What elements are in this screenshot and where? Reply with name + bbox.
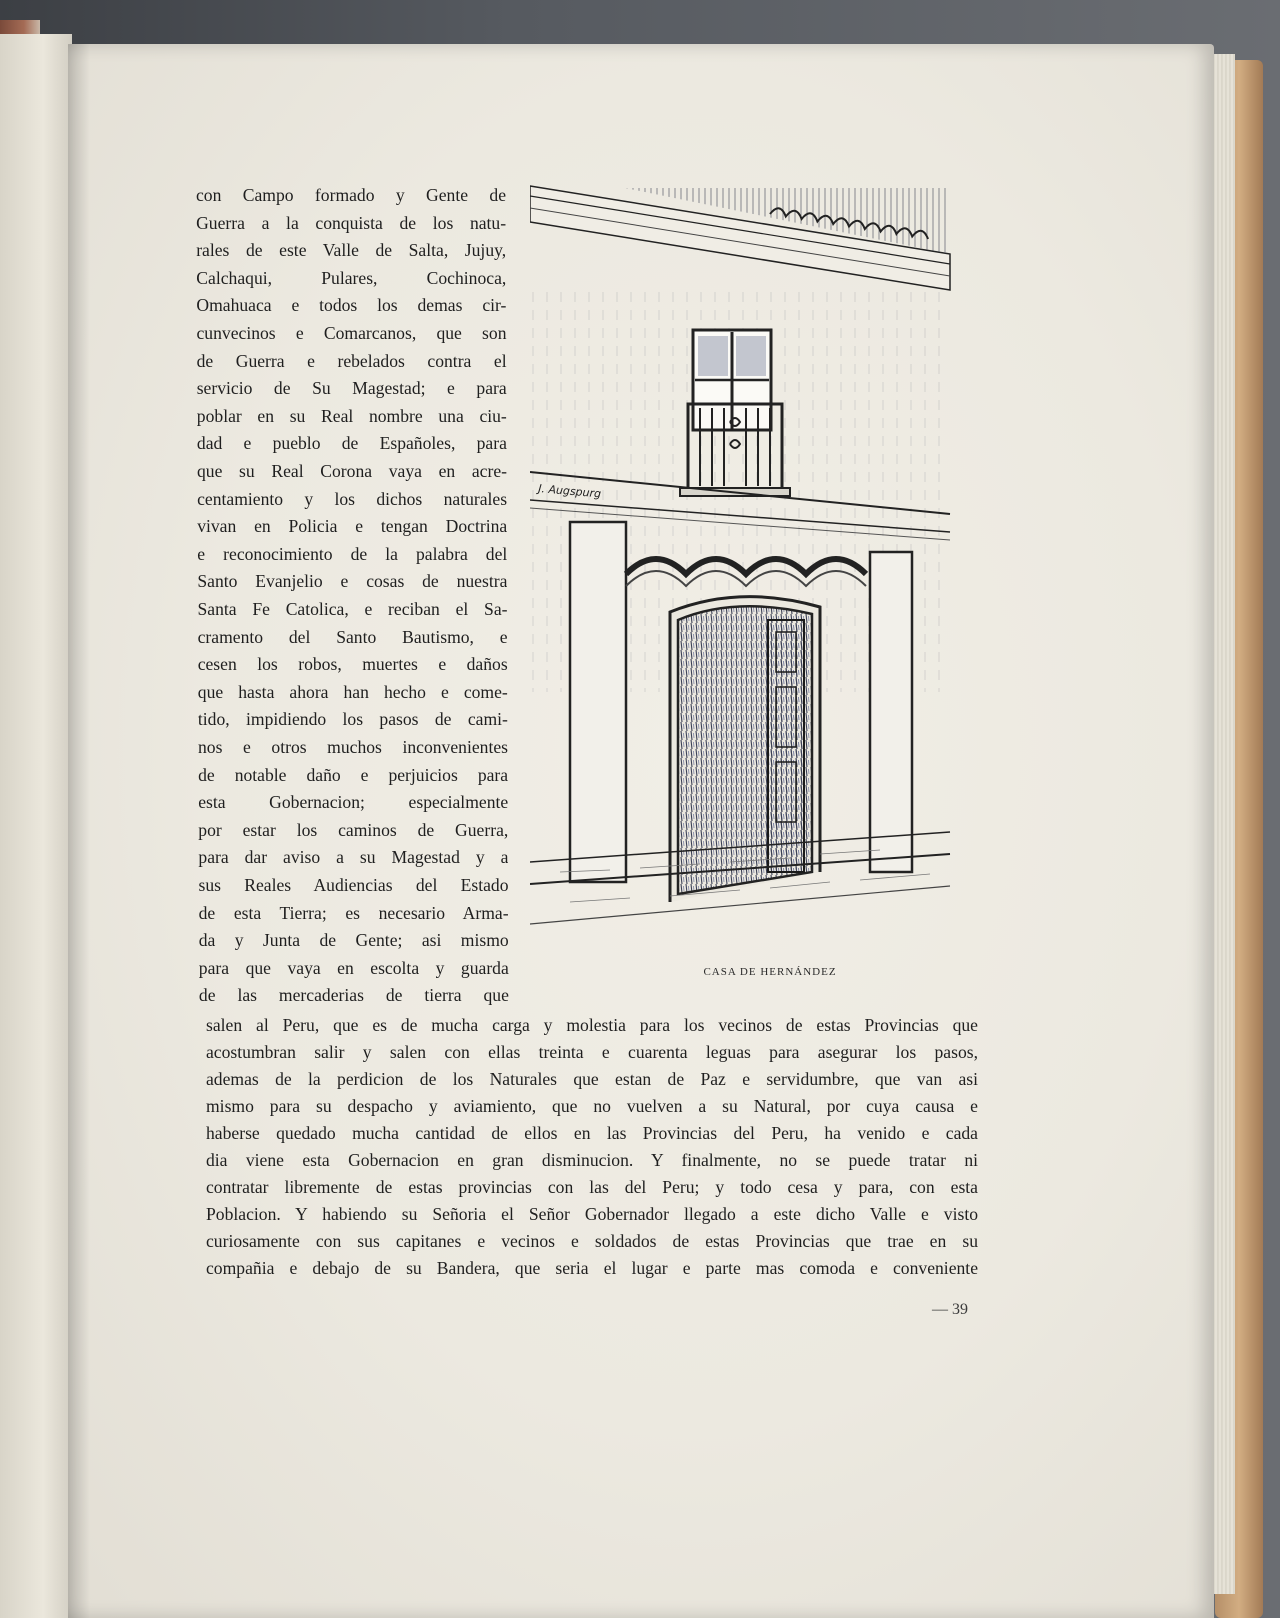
column-text-line: rales de este Valle de Salta, Jujuy, — [196, 240, 507, 261]
column-text-line: Calchaqui, Pulares, Cochinoca, — [196, 267, 507, 288]
full-width-text-line: contratar libremente de estas provincias con las del Peru; y todo cesa y para, con esta — [206, 1177, 978, 1197]
column-text-line: Santa Fe Catolica, e reciban el Sa- — [197, 599, 508, 619]
full-width-text-line: ademas de la perdicion de los Naturales que estan de Paz e servidumbre, que van asi — [206, 1069, 978, 1089]
column-text-line: que su Real Corona vaya en acre- — [197, 461, 507, 481]
full-width-text-line: mismo para su despacho y aviamiento, que no vuelven a su Natural, por cuya causa e — [206, 1096, 978, 1116]
column-text-line: vivan en Policia e tengan Doctrina — [197, 516, 508, 537]
page-number: — 39 — [932, 1301, 968, 1318]
column-text-line: de las mercaderias de tierra que — [198, 985, 509, 1006]
column-text-line: para dar aviso a su Magestad y a — [198, 847, 509, 868]
column-text-line: para que vaya en escolta y guarda — [198, 957, 509, 978]
column-text-line: nos e otros muchos inconvenientes — [198, 737, 508, 757]
column-text-line: esta Gobernacion; especialmente — [198, 792, 509, 813]
house-illustration — [530, 182, 980, 950]
illustration-caption: CASA DE HERNÁNDEZ — [703, 966, 837, 978]
column-text-line: de notable daño e perjuicios para — [198, 764, 509, 785]
full-width-text-line: Poblacion. Y habiendo su Señoria el Señor Gobernador llegado a este dicho Valle e visto — [206, 1204, 978, 1224]
column-text-line: e reconocimiento de la palabra del — [197, 543, 508, 564]
column-text-line: poblar en su Real nombre una ciu- — [196, 405, 507, 426]
column-text-line: por estar los caminos de Guerra, — [198, 819, 509, 840]
page-gutter-shadow — [68, 44, 90, 1618]
column-text-line: que hasta ahora han hecho e come- — [197, 681, 508, 702]
column-text-line: Omahuaca e todos los demas cir- — [196, 295, 507, 316]
left-page-edge — [0, 34, 72, 1618]
column-text-line: Santo Evanjelio e cosas de nuestra — [197, 571, 508, 592]
column-text-line: cunvecinos e Comarcanos, que son — [196, 323, 507, 343]
column-text-line: Guerra a la conquista de los natu- — [196, 212, 507, 233]
column-text-line: de Guerra e rebelados contra el — [196, 350, 507, 371]
illustration-signature: J. Augspurg — [537, 482, 602, 501]
full-width-text-line: haberse quedado mucha cantidad de ellos en las Provincias del Peru, ha venido e cada — [206, 1123, 978, 1143]
full-width-text-line: dia viene esta Gobernacion en gran disminucion. Y finalmente, no se puede tratar ni — [206, 1150, 978, 1170]
column-text-line: sus Reales Audiencias del Estado — [198, 875, 509, 895]
column-text-line: tido, impidiendo los pasos de cami- — [197, 709, 508, 730]
full-width-text-line: curiosamente con sus capitanes e vecinos e soldados de estas Provincias que trae en su — [206, 1231, 978, 1251]
column-text-line: dad e pueblo de Españoles, para — [196, 433, 507, 454]
column-text-line: cesen los robos, muertes e daños — [197, 654, 508, 675]
column-text-line: servicio de Su Magestad; e para — [196, 378, 507, 399]
column-text-line: de esta Tierra; es necesario Arma- — [198, 902, 509, 923]
full-width-text-line: salen al Peru, que es de mucha carga y molestia para los vecinos de estas Provincias que — [206, 1015, 978, 1035]
full-width-text-line: compañia e debajo de su Bandera, que seria el lugar e parte mas comoda e conveniente — [206, 1258, 978, 1278]
column-text-line: con Campo formado y Gente de — [196, 185, 506, 205]
column-text-line: centamiento y los dichos naturales — [197, 488, 508, 509]
column-text-line: cramento del Santo Bautismo, e — [197, 626, 508, 647]
column-text-line: da y Junta de Gente; asi mismo — [198, 930, 509, 951]
full-width-text-line: acostumbran salir y salen con ellas treinta e cuarenta leguas para asegurar los pasos, — [206, 1042, 978, 1062]
